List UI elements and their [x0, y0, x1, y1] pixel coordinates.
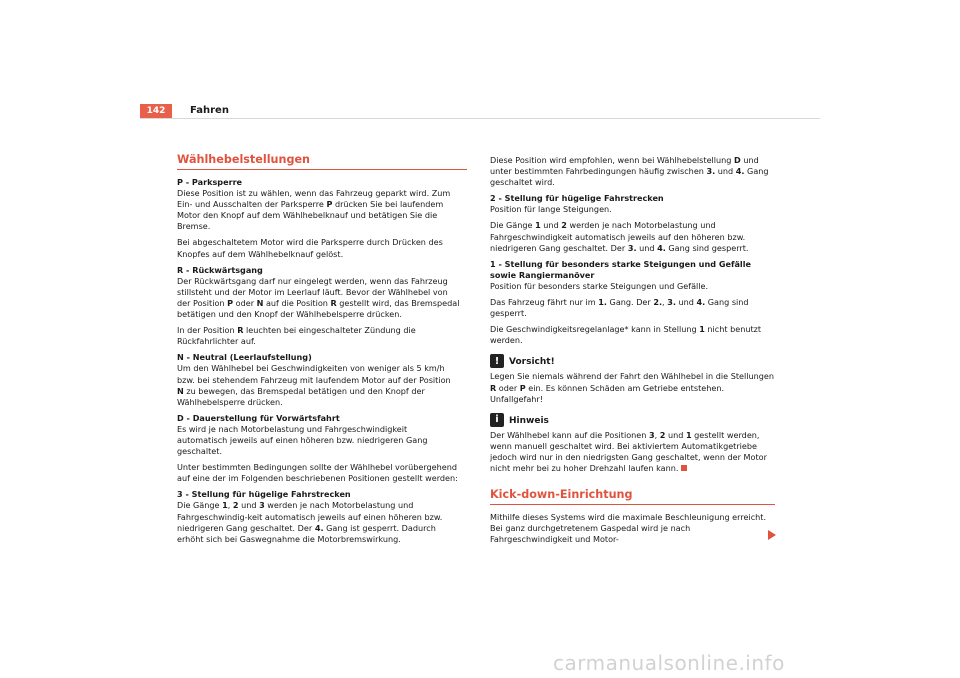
- section-title-waehlhebel: Wählhebelstellungen: [177, 153, 311, 166]
- heading-1: 1 - Stellung für besonders starke Steigungen und Gefälle sowie Rangiermanöver: [490, 258, 751, 280]
- end-mark-icon: [681, 465, 687, 471]
- heading-2: 2 - Stellung für hügelige Fahrstrecken: [490, 193, 664, 204]
- paragraph: Es wird je nach Motorbelastung und Fahrgeschwindigkeit automatisch jeweils auf einen höheren bzw. niedrigeren Gang geschaltet.: [177, 423, 428, 457]
- heading-r: R - Rückwärtsgang: [177, 264, 263, 275]
- heading-p: P - Parksperre: [177, 177, 243, 187]
- caution-header: [490, 354, 775, 368]
- paragraph: Die Gänge 1 und 2 werden je nach Motorbelastung und Fahrgeschwindigkeit automatisch jeweils auf den höheren bzw. niedrigeren Gang geschaltet. Der 3. und 4. Gang sind gesperrt.: [490, 220, 749, 253]
- paragraph: Bei abgeschaltetem Motor wird die Parksperre durch Drücken des Knopfes auf dem Wählhebelknauf gelöst.: [177, 237, 443, 259]
- paragraph: Die Geschwindigkeitsregelanlage* kann in Stellung 1 nicht benutzt werden.: [490, 324, 762, 346]
- paragraph: Das Fahrzeug fährt nur im 1. Gang. Der 2., 3. und 4. Gang sind gesperrt.: [490, 297, 749, 319]
- section-title-kickdown: Kick-down-Einrichtung: [490, 488, 633, 502]
- caution-label: Vorsicht!: [509, 357, 555, 368]
- section-rule: [490, 504, 775, 505]
- warning-icon: !: [490, 354, 504, 368]
- chapter-title: Fahren: [190, 105, 229, 116]
- paragraph: Position für besonders starke Steigungen und Gefälle.: [490, 280, 709, 291]
- paragraph: Um den Wählhebel bei Geschwindigkeiten von weniger als 5 km/h bzw. bei stehendem Fahrzeug mit laufendem Motor auf der Position N zu bewegen, das Bremspedal betätigen und den Knopf der Wählhebelsperre drücken.: [177, 363, 451, 407]
- watermark: carmanualsonline.info: [553, 651, 785, 675]
- header-rule: [140, 118, 820, 119]
- paragraph: Position für lange Steigungen.: [490, 204, 612, 215]
- heading-n: N - Neutral (Leerlaufstellung): [177, 352, 312, 363]
- right-column: [490, 155, 775, 550]
- paragraph: Unter bestimmten Bedingungen sollte der Wählhebel vorübergehend auf eine der im Folgenden beschriebenen Positionen gestellt werden:: [177, 462, 458, 484]
- hint-text: Der Wählhebel kann auf die Positionen 3, 2 und 1 gestellt werden, wenn manuell geschaltet wird. Bei aktiviertem Automatikgetriebe jedoch wird nur in den niedrigsten Gang geschaltet, wenn der Motor nicht mehr bei zu hoher Drehzahl laufen kann.: [490, 429, 767, 473]
- left-column: [177, 153, 460, 550]
- heading-d: D - Dauerstellung für Vorwärtsfahrt: [177, 412, 340, 423]
- paragraph: In der Position R leuchten bei eingeschalteter Zündung die Rückfahrlichter auf.: [177, 325, 416, 347]
- caution-text: Legen Sie niemals während der Fahrt den Wählhebel in die Stellungen R oder P ein. Es können Schäden am Getriebe entstehen. Unfallgefahr!: [490, 371, 774, 404]
- paragraph: Mithilfe dieses Systems wird die maximale Beschleunigung erreicht. Bei ganz durchgetretenem Gaspedal wird je nach Fahrgeschwindigkeit und Motor-: [490, 512, 767, 545]
- kickdown-section: [490, 488, 775, 545]
- continue-arrow-icon: [768, 530, 776, 540]
- paragraph: Der Rückwärtsgang darf nur eingelegt werden, wenn das Fahrzeug stillsteht und der Motor im Leerlauf läuft. Bevor der Wählhebel von der Position P oder N auf die Position R gestellt wird, das Bremspedal betätigen und den Knopf der Wählhebelsperre drücken.: [177, 275, 460, 320]
- hint-header: [490, 413, 775, 427]
- paragraph: Diese Position ist zu wählen, wenn das Fahrzeug geparkt wird. Zum Ein- und Ausschalten der Parksperre P drücken Sie bei laufendem Motor den Knopf auf dem Wählhebelknauf und betätigen Sie die Bremse.: [177, 188, 451, 232]
- heading-3: 3 - Stellung für hügelige Fahrstrecken: [177, 489, 351, 500]
- paragraph: Die Gänge 1, 2 und 3 werden je nach Motorbelastung und Fahrgeschwindig-keit automatisch jeweils auf einen höheren bzw. niedrigeren Gang geschaltet. Der 4. Gang ist gesperrt. Dadurch erhöht sich bei Gaswegnahme die Motorbremswirkung.: [177, 500, 443, 544]
- hint-label: Hinweis: [509, 415, 549, 426]
- section-rule: [177, 169, 467, 170]
- paragraph: Diese Position wird empfohlen, wenn bei Wählhebelstellung D und unter bestimmten Fahrbedingungen häufig zwischen 3. und 4. Gang geschaltet wird.: [490, 155, 769, 188]
- page-number: 142: [140, 104, 172, 118]
- info-icon: i: [490, 413, 504, 427]
